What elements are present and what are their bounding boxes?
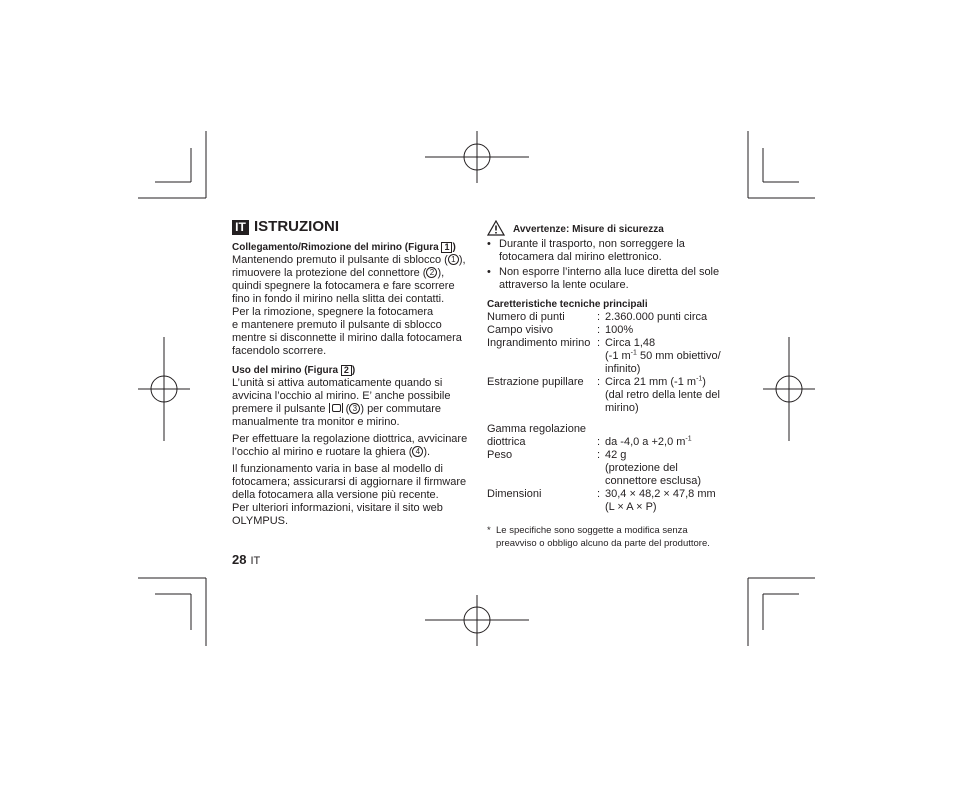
bullet-dot-icon: • [487, 238, 491, 250]
warning-item: • Non esporre l’interno alla luce diretta del sole attraverso la lente oculare. [487, 266, 720, 291]
number-4-circle: 4 [412, 446, 423, 457]
page-title: ISTRUZIONI [254, 218, 339, 235]
figure-2-box: 2 [341, 365, 352, 376]
spec-row-diopter: Gamma regolazione diottrica : da -4,0 a +2,0 $m^{-1}$ [487, 423, 692, 448]
attach-paragraph: Mantenendo premuto il pulsante di sblocco ( 1 ), rimuovere la protezione del connettore ( 2 ), quindi spegnere la fotocamera e fare scorrere fino in fondo il mirino nella slitta dei contatti. [232, 254, 466, 305]
monitor-switch-icon [329, 403, 343, 413]
remove-paragraph: Per la rimozione, spegnere la fotocamera e mantenere premuto il pulsante di sblocco mentre si disconnette il mirino dalla fotocamera facendolo scorrere. [232, 306, 462, 357]
use-paragraph: L’unità si attiva automaticamente quando si avvicina l’occhio al mirino. E’ anche possibile premere il pulsante ( 3 ) per commutare manualmente tra monitor e mirino. [232, 377, 451, 428]
warning-header [487, 220, 737, 236]
spec-note: * Le specifiche sono soggette a modifica senza preavviso o obbligo alcuno da parte del produttore. [487, 525, 710, 549]
spec-row-eyepoint: Estrazione pupillare : Circa 21 mm (-1 $m^{-1}$) (dal retro della lente del mirino) [487, 375, 720, 414]
specs-heading: Caretteristiche tecniche principali [487, 299, 648, 310]
number-3-circle: 3 [349, 403, 360, 414]
language-badge: IT [232, 220, 249, 235]
firmware-paragraph: Il funzionamento varia in base al modello di fotocamera; assicurarsi di aggiornare il firmware della fotocamera alla versione più recente. Per ulteriori informazioni, visitare il sito web OLYMPUS. [232, 463, 467, 527]
warning-heading: Avvertenze: Misure di sicurezza [513, 224, 664, 235]
spec-row-magnification: Ingrandimento mirino : Circa 1,48 (-1 $m^{-1}$ 50 mm obiettivo/ infinito) [487, 337, 721, 375]
bullet-dot-icon: • [487, 266, 491, 278]
number-1-circle: 1 [448, 254, 459, 265]
spec-row-dimensions: Dimensioni : 30,4 × 48,2 × 47,8 mm (L × A × P) [487, 488, 716, 513]
attach-heading: Collegamento/Rimozione del mirino (Figura 1 ) [232, 242, 456, 253]
warning-item: • Durante il trasporto, non sorreggere la fotocamera dal mirino elettronico. [487, 238, 685, 263]
use-heading: Uso del mirino (Figura 2 ) [232, 365, 356, 376]
left-column [232, 218, 474, 528]
specs-table [487, 311, 737, 514]
warning-triangle-icon [487, 220, 505, 236]
page-number: 28 IT [232, 552, 261, 567]
spec-row-dots: Numero di punti : 2.360.000 punti circa [487, 311, 708, 323]
figure-1-box: 1 [441, 242, 452, 253]
section-title [232, 218, 474, 236]
spec-row-fov: Campo visivo : 100% [487, 324, 634, 336]
right-column [487, 220, 737, 550]
spec-row-weight: Peso : 42 g (protezione del connettore esclusa) [487, 449, 701, 487]
number-2-circle: 2 [426, 267, 437, 278]
diopter-paragraph: Per effettuare la regolazione diottrica, avvicinare l’occhio al mirino e ruotare la ghiera ( 4 ). [232, 433, 468, 458]
